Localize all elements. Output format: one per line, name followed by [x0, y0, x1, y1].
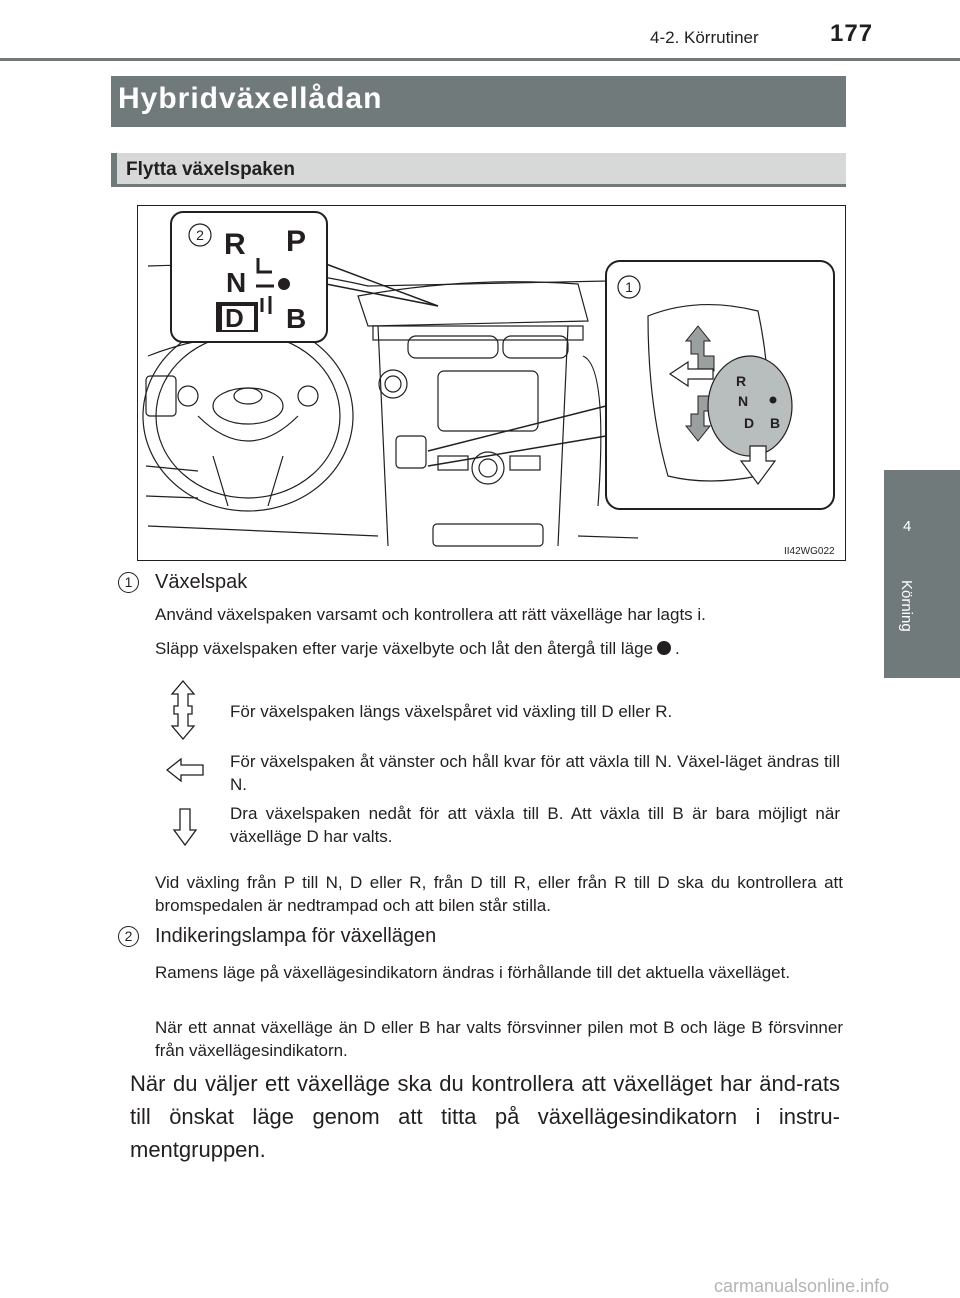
callout-number-1: 1: [625, 279, 633, 295]
item-number-2: 2: [118, 926, 139, 947]
down-arrow-icon: [172, 808, 198, 846]
item1-para2-end: .: [675, 639, 680, 658]
arrow-text-left: För växelspaken åt vänster och håll kvar för att växla till N. Växel-läget ändras till N.: [230, 752, 840, 794]
figure-code: II42WG022: [784, 546, 835, 557]
section-path: 4-2. Körrutiner: [650, 28, 759, 47]
item2-para2: När ett annat växelläge än D eller B har valts försvinner pilen mot B och läge B försvinner från växellägesindikatorn.: [155, 1018, 843, 1060]
page-number: 177: [830, 20, 874, 47]
dashboard-illustration: [137, 205, 846, 561]
item2-title: Indikeringslampa för växellägen: [155, 925, 437, 947]
lever-letter-d: D: [744, 415, 755, 431]
item1-para2: [155, 637, 845, 660]
arrow-text-down: Dra växelspaken nedåt för att växla till B. Att växla till B är bara möjligt när växelläge D har valts.: [230, 804, 840, 846]
section-subtitle: Flytta växelspaken: [126, 159, 295, 180]
page-title: Hybridväxellådan: [118, 82, 383, 115]
item-number-1: 1: [118, 572, 139, 593]
indicator-letter-p: P: [286, 225, 307, 258]
chapter-number: 4: [903, 518, 912, 535]
chapter-tab: [884, 470, 960, 678]
updown-track-arrow-icon: [170, 680, 196, 740]
callout-number-2: 2: [196, 227, 204, 243]
header-rule: [0, 58, 960, 61]
lever-letter-n: N: [738, 393, 749, 409]
item2-para1: Ramens läge på växellägesindikatorn ändras i förhållande till det aktuella växelläget.: [155, 963, 791, 982]
dot-position-icon: [657, 641, 671, 655]
arrow-text-updown: För växelspaken längs växelspåret vid växling till D eller R.: [230, 702, 673, 721]
indicator-letter-b: B: [286, 303, 307, 334]
item1-para3: Vid växling från P till N, D eller R, från D till R, eller från R till D ska du kontrollera att bromspedalen är nedtrampad och att bilen står stilla.: [155, 873, 843, 915]
indicator-letter-d: D: [225, 303, 244, 333]
left-arrow-icon: [166, 757, 204, 783]
dashboard-drawing: [138, 206, 847, 562]
lever-letter-r: R: [736, 373, 747, 389]
indicator-letter-r: R: [224, 228, 246, 261]
watermark: carmanualsonline.info: [714, 1276, 890, 1296]
chapter-label: Körning: [898, 580, 915, 632]
final-paragraph: När du väljer ett växelläge ska du kontrollera att växelläget har änd-rats till önskat läge genom att titta på växellägesindikatorn i instru-mentgruppen.: [130, 1071, 840, 1162]
item1-para1: Använd växelspaken varsamt och kontrollera att rätt växelläge har lagts i.: [155, 605, 706, 624]
item1-para2-text: Släpp växelspaken efter varje växelbyte och låt den återgå till läge: [155, 639, 654, 658]
item1-title: Växelspak: [155, 571, 248, 593]
indicator-letter-n: N: [226, 267, 247, 298]
lever-letter-b: B: [770, 415, 781, 431]
